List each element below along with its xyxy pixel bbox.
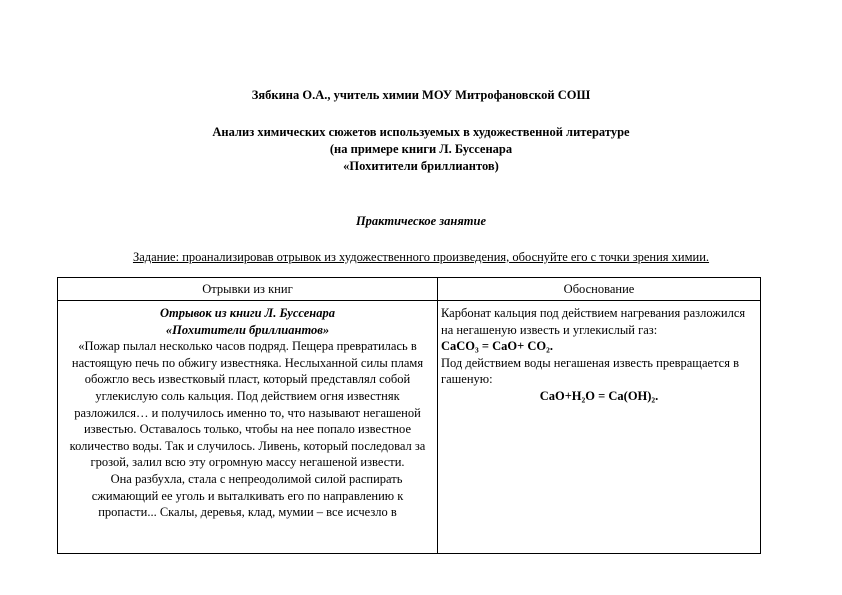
analysis-table	[57, 277, 761, 554]
explanation-text-2: Под действием воды негашеная известь превращается в гашеную:	[441, 355, 739, 387]
column-header-excerpts: Отрывки из книг	[58, 278, 438, 301]
excerpt-paragraph: «Пожар пылал несколько часов подряд. Пещера превратилась в настоящую печь по обжигу известняка. Неслыханной силы пламя обожгло весь известковый пласт, который представлял собой углекислую соль кальция. Под действием огня известняк разложился… и получилось именно то, что называют негашеной известью. Оставалось только, чтобы на нее попало известное количество воды. Так и случилось. Ливень, который последовал за грозой, залил всю эту огромную массу негашеной извести.	[69, 339, 426, 470]
document-book-title: «Похитители бриллиантов)	[343, 159, 499, 173]
excerpt-title: Отрывок из книги Л. Буссенара	[159, 306, 335, 320]
excerpt-book-title: «Похитители бриллиантов»	[165, 322, 330, 337]
explanation-cell	[438, 301, 761, 554]
table-header-row	[58, 278, 761, 301]
practice-label: Практическое занятие	[355, 214, 487, 228]
document-title: Анализ химических сюжетов используемых в художественной литературе	[212, 125, 630, 139]
table-row	[58, 301, 761, 554]
formula-slaking: CaO+H₂O = Ca(OH)₂.	[539, 388, 659, 403]
excerpt-paragraph-2: Она разбухла, стала с непреодолимой силой распирать сжимающий ее уголь и выталкивать его по направлению к пропасти... Скалы, деревья, клад, мумии – все исчезло в	[91, 471, 404, 520]
excerpt-cell	[58, 301, 438, 554]
document-subtitle: (на примере книги Л. Буссенара	[329, 142, 513, 156]
author-line: Зябкина О.А., учитель химии МОУ Митрофановской СОШ	[251, 88, 591, 102]
column-header-explanation: Обоснование	[438, 278, 761, 301]
formula-decomposition: CaCO₃ = CaO+ CO₂.	[441, 339, 554, 354]
explanation-text: Карбонат кальция под действием нагревания разложился на негашеную известь и углекислый газ:	[441, 306, 746, 337]
task-text: Задание: проанализировав отрывок из художественного произведения, обоснуйте его с точки зрения химии.	[132, 250, 710, 264]
